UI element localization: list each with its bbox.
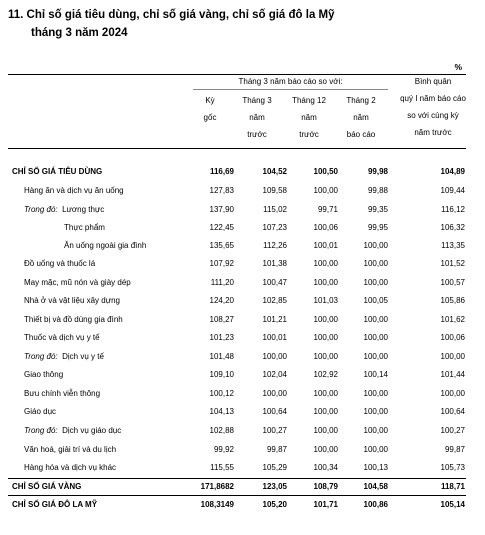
- row-value: 100,00: [363, 407, 388, 416]
- row-value: 99,98: [367, 167, 388, 176]
- row-label-text: Đồ uống và thuốc lá: [24, 259, 96, 268]
- row-value: 100,86: [363, 500, 388, 509]
- row-value: 105,20: [262, 500, 287, 509]
- row-value: 115,55: [210, 463, 234, 472]
- table-row: [0, 274, 485, 292]
- header-group: [193, 73, 388, 90]
- table-row: [0, 403, 485, 421]
- row-label: [24, 366, 63, 384]
- row-label-text: CHỈ SỐ GIÁ ĐÔ LA MỸ: [12, 500, 98, 509]
- row-value: 104,89: [440, 167, 465, 176]
- row-value: 102,85: [262, 296, 287, 305]
- gold-row-top-rule: [8, 478, 466, 479]
- row-value: 102,88: [209, 426, 234, 435]
- row-value: 99,87: [444, 445, 465, 454]
- row-value: 112,26: [263, 241, 287, 250]
- table-row: [0, 201, 485, 219]
- row-value: 116,69: [209, 167, 234, 176]
- table-row: [0, 348, 485, 366]
- row-label: [24, 292, 120, 310]
- header-col2-l1: Tháng 12: [292, 96, 326, 105]
- header-col-base-l2: gốc: [203, 113, 217, 122]
- row-value: 100,00: [440, 389, 465, 398]
- row-value: 102,04: [262, 370, 287, 379]
- row-label: [12, 496, 97, 514]
- row-value: 108,79: [313, 482, 338, 491]
- row-value: 100,00: [363, 426, 388, 435]
- row-value: 100,00: [313, 389, 338, 398]
- unit-label: %: [454, 62, 462, 72]
- row-value: 99,87: [266, 445, 287, 454]
- row-value: 123,05: [262, 482, 287, 491]
- row-label-text: CHỈ SỐ GIÁ VÀNG: [12, 482, 82, 491]
- row-value: 100,06: [440, 333, 465, 342]
- row-value: 100,00: [313, 333, 338, 342]
- row-value: 101,52: [440, 259, 465, 268]
- row-value: 100,12: [209, 389, 234, 398]
- row-value: 104,13: [209, 407, 234, 416]
- row-label-text: May mặc, mũ nón và giày dép: [24, 278, 131, 287]
- row-value: 100,64: [440, 407, 465, 416]
- row-value: 100,00: [313, 278, 338, 287]
- row-value: 100,00: [440, 352, 465, 361]
- row-value: 101,23: [209, 333, 234, 342]
- row-value: 99,92: [213, 445, 234, 454]
- row-value: 100,00: [363, 445, 388, 454]
- header-col2-l2: năm: [301, 113, 317, 122]
- row-label: [24, 274, 131, 292]
- header-bottom-rule: [8, 148, 466, 149]
- row-label: [64, 219, 105, 237]
- row-label-text: Ăn uống ngoài gia đình: [64, 241, 147, 250]
- row-label: [12, 478, 81, 496]
- row-value: 102,92: [313, 370, 338, 379]
- row-value: 124,20: [209, 296, 234, 305]
- row-label-text: Hàng ăn và dịch vụ ăn uống: [24, 186, 124, 195]
- row-label: [12, 163, 102, 181]
- header-col3-l3: báo cáo: [346, 130, 376, 139]
- header-col2-l3: trước: [299, 130, 319, 139]
- table-row: [0, 459, 485, 477]
- header-col4-l4: năm trước: [414, 128, 452, 137]
- row-value: 100,01: [313, 241, 338, 250]
- row-value: 100,00: [313, 407, 338, 416]
- row-value: 109,10: [209, 370, 234, 379]
- row-label-text: Bưu chính viễn thông: [24, 389, 101, 398]
- row-label-text: Dịch vụ giáo dục: [62, 426, 122, 435]
- row-value: 101,21: [262, 315, 287, 324]
- row-value: 100,00: [313, 426, 338, 435]
- page-title: [8, 6, 335, 42]
- row-label-text: Thực phẩm: [64, 223, 105, 232]
- title-line-2: tháng 3 năm 2024: [31, 27, 128, 39]
- row-value: 101,44: [440, 370, 465, 379]
- header-col4-l1: Bình quân: [414, 77, 452, 86]
- header-col-prev-year: [232, 92, 282, 143]
- row-value: 100,27: [262, 426, 287, 435]
- table-row: [0, 255, 485, 273]
- row-label: [24, 403, 56, 421]
- header-col1-l2: năm: [249, 113, 265, 122]
- row-value: 100,06: [313, 223, 338, 232]
- row-value: 100,00: [313, 315, 338, 324]
- header-col-base: [190, 92, 230, 126]
- row-label-text: Thiết bị và đồ dùng gia đình: [24, 315, 123, 324]
- row-value: 100,50: [313, 167, 338, 176]
- title-line-1: 11. Chỉ số giá tiêu dùng, chỉ số giá vàng, chỉ số giá đô la Mỹ: [8, 9, 335, 21]
- row-value: 108,27: [209, 315, 234, 324]
- header-col-avg: [388, 73, 478, 141]
- row-value: 105,14: [440, 500, 465, 509]
- row-value: 100,00: [313, 259, 338, 268]
- row-label: [24, 311, 123, 329]
- table-row: [0, 385, 485, 403]
- row-value: 100,00: [363, 389, 388, 398]
- header-col4-l2: quý I năm báo cáo: [400, 94, 466, 103]
- row-value: 100,01: [262, 333, 287, 342]
- row-value: 115,02: [263, 205, 287, 214]
- row-value: 99,88: [367, 186, 388, 195]
- table-row: [0, 441, 485, 459]
- row-prefix: Trong đó:: [24, 426, 58, 435]
- table-row: [0, 237, 485, 255]
- row-value: 101,48: [209, 352, 234, 361]
- row-value: 100,00: [313, 186, 338, 195]
- row-value: 116,12: [441, 205, 465, 214]
- row-value: 105,29: [262, 463, 287, 472]
- row-label: [24, 348, 104, 366]
- table-row: [0, 329, 485, 347]
- row-value: 100,00: [363, 333, 388, 342]
- row-label: [24, 201, 104, 219]
- row-value: 100,47: [262, 278, 287, 287]
- row-value: 109,58: [262, 186, 287, 195]
- row-value: 109,44: [440, 186, 465, 195]
- row-value: 100,00: [363, 278, 388, 287]
- row-value: 100,27: [440, 426, 465, 435]
- row-value: 137,90: [209, 205, 234, 214]
- row-label: [24, 385, 100, 403]
- header-col3-l2: năm: [353, 113, 369, 122]
- row-label-text: Văn hoá, giải trí và du lịch: [24, 445, 117, 454]
- row-label: [64, 237, 146, 255]
- row-value: 127,83: [209, 186, 234, 195]
- row-value: 106,32: [440, 223, 465, 232]
- row-value: 100,00: [363, 352, 388, 361]
- row-value: 100,34: [313, 463, 338, 472]
- row-value: 118,71: [440, 482, 465, 491]
- row-value: 113,35: [441, 241, 465, 250]
- row-label-text: Nhà ở và vật liệu xây dựng: [24, 296, 120, 305]
- row-value: 122,45: [209, 223, 234, 232]
- header-col3-l1: Tháng 2: [346, 96, 376, 105]
- row-label: [24, 255, 95, 273]
- row-label-text: Giáo dục: [24, 407, 57, 416]
- usd-row-top-rule: [8, 495, 466, 496]
- row-label-text: Dịch vụ y tế: [62, 352, 104, 361]
- table-row: [0, 182, 485, 200]
- row-value: 171,8682: [200, 482, 234, 491]
- row-value: 104,58: [363, 482, 388, 491]
- header-col1-l3: trước: [247, 130, 267, 139]
- row-value: 108,3149: [200, 500, 234, 509]
- table-row: [0, 163, 485, 181]
- row-value: 107,23: [262, 223, 287, 232]
- row-value: 101,03: [313, 296, 338, 305]
- row-value: 99,95: [367, 223, 388, 232]
- row-prefix: Trong đó:: [24, 352, 58, 361]
- row-value: 99,35: [367, 205, 388, 214]
- header-col-dec-prev: [284, 92, 334, 143]
- row-value: 100,00: [363, 315, 388, 324]
- row-value: 100,00: [313, 352, 338, 361]
- table-row: [0, 422, 485, 440]
- row-value: 100,57: [440, 278, 465, 287]
- row-value: 100,14: [363, 370, 388, 379]
- table-row: [0, 292, 485, 310]
- row-value: 104,52: [262, 167, 287, 176]
- row-label: [24, 182, 124, 200]
- row-value: 100,00: [262, 389, 287, 398]
- row-label: [24, 329, 100, 347]
- row-value: 101,38: [262, 259, 287, 268]
- table-row: [0, 496, 485, 514]
- row-value: 99,71: [317, 205, 338, 214]
- row-value: 107,92: [209, 259, 234, 268]
- row-value: 105,73: [440, 463, 465, 472]
- row-label: [24, 422, 121, 440]
- row-value: 101,62: [440, 315, 465, 324]
- row-value: 135,65: [209, 241, 234, 250]
- header-col1-l1: Tháng 3: [242, 96, 272, 105]
- table-row: [0, 311, 485, 329]
- row-label-text: CHỈ SỐ GIÁ TIÊU DÙNG: [12, 167, 103, 176]
- table-row: [0, 366, 485, 384]
- row-label-text: Hàng hóa và dịch vụ khác: [24, 463, 117, 472]
- row-value: 100,00: [313, 445, 338, 454]
- header-group-label: Tháng 3 năm báo cáo so với:: [238, 77, 343, 86]
- row-value: 100,00: [363, 241, 388, 250]
- row-label-text: Thuốc và dịch vụ y tế: [24, 333, 100, 342]
- row-prefix: Trong đó:: [24, 205, 58, 214]
- header-col-base-l1: Kỳ: [205, 96, 215, 105]
- row-value: 100,00: [363, 259, 388, 268]
- header-col-feb: [336, 92, 386, 143]
- row-value: 100,00: [262, 352, 287, 361]
- row-value: 101,71: [313, 500, 338, 509]
- header-col4-l3: so với cùng kỳ: [407, 111, 459, 120]
- row-label: [24, 459, 116, 477]
- table-row: [0, 478, 485, 496]
- row-label-text: Lương thực: [62, 205, 105, 214]
- row-label: [24, 441, 116, 459]
- row-value: 100,64: [262, 407, 287, 416]
- row-value: 100,13: [363, 463, 388, 472]
- row-value: 100,05: [363, 296, 388, 305]
- row-value: 111,20: [210, 278, 234, 287]
- table-row: [0, 219, 485, 237]
- row-value: 105,86: [440, 296, 465, 305]
- row-label-text: Giao thông: [24, 370, 64, 379]
